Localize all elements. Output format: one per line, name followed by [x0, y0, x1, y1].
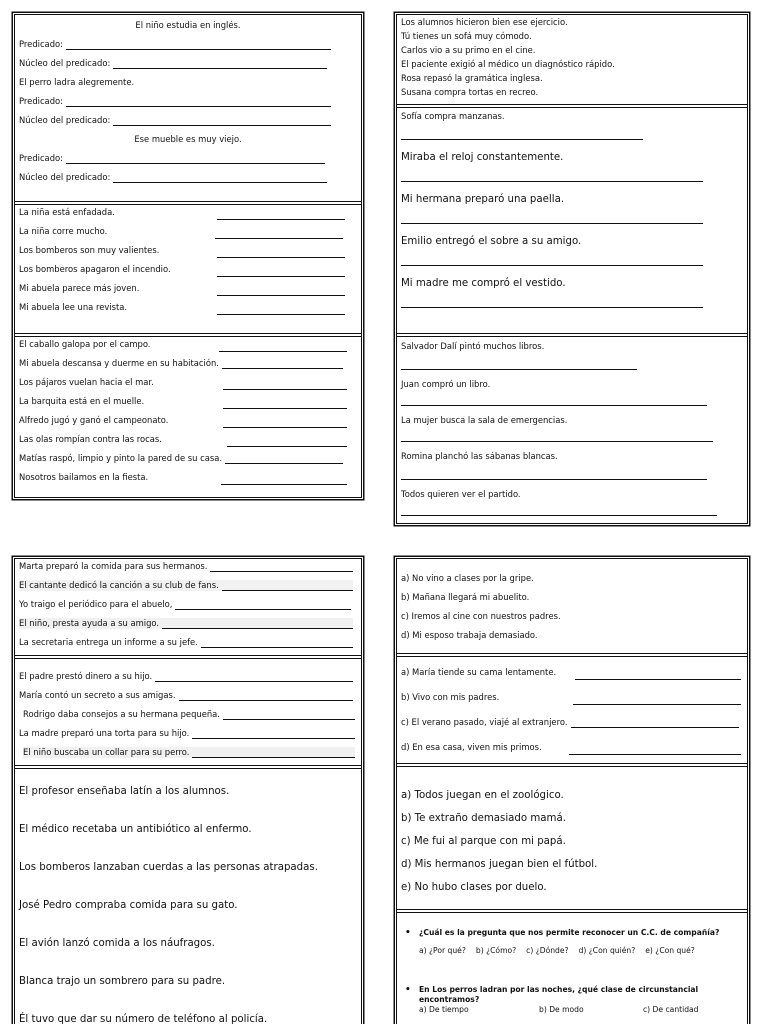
section-multiple-choice — [397, 927, 747, 1024]
worksheet-card-circumstantials — [396, 558, 748, 1024]
list-item: La niña corre mucho. — [19, 226, 108, 236]
list-item: Él tuvo que dar su número de teléfono al policía. — [19, 1014, 268, 1024]
answer-line[interactable] — [401, 265, 703, 266]
answer-line[interactable]: Predicado: — [19, 153, 325, 164]
answer-line[interactable] — [223, 408, 347, 409]
list-item: Romina planchó las sábanas blancas. — [401, 451, 558, 461]
list-item: El caballo galopa por el campo. — [19, 339, 151, 349]
question-text: ¿Cuál es la pregunta que nos permite reconocer un C.C. de compañía? — [419, 928, 720, 937]
list-item: d) Mis hermanos juegan bien el fútbol. — [401, 859, 598, 870]
section-divider — [397, 333, 747, 337]
list-item: María contó un secreto a sus amigas. — [19, 690, 353, 701]
list-item: Mi abuela lee una revista. — [19, 302, 128, 312]
option[interactable]: e) ¿Con qué? — [645, 946, 695, 955]
answer-line[interactable]: Núcleo del predicado: — [19, 58, 327, 69]
answer-line[interactable] — [401, 405, 707, 406]
list-item: La mujer busca la sala de emergencias. — [401, 415, 568, 425]
list-item: Salvador Dalí pintó muchos libros. — [401, 341, 545, 351]
section-write-answers — [397, 109, 747, 335]
option[interactable]: a) De tiempo — [419, 1005, 469, 1014]
list-item: La madre preparó una torta para su hijo. — [19, 728, 355, 739]
answer-line[interactable] — [223, 427, 347, 428]
section-circ-list — [397, 573, 747, 653]
list-item: Los bomberos apagaron el incendio. — [19, 264, 171, 274]
option[interactable]: c) De cantidad — [643, 1005, 699, 1014]
list-item: Blanca trajo un sombrero para su padre. — [19, 976, 226, 987]
answer-line[interactable] — [215, 238, 343, 239]
list-item: b) Te extraño demasiado mamá. — [401, 813, 566, 824]
answer-line[interactable] — [401, 441, 713, 442]
section-divider — [397, 909, 747, 913]
sentence-title: El niño estudia en inglés. — [135, 20, 241, 30]
list-item: El médico recetaba un antibiótico al enfermo. — [19, 824, 252, 835]
answer-line[interactable] — [401, 369, 637, 370]
list-item: Mi abuela descansa y duerme en su habitación. — [19, 358, 343, 369]
list-item: Juan compró un libro. — [401, 379, 491, 389]
list-item: d) En esa casa, viven mis primos. — [401, 742, 542, 752]
list-item: b) Mañana llegará mi abuelito. — [401, 592, 530, 602]
answer-line[interactable] — [401, 139, 643, 140]
list-item: El niño, presta ayuda a su amigo. — [19, 618, 353, 629]
answer-line[interactable] — [573, 704, 741, 705]
list-item: Mi madre me compró el vestido. — [401, 278, 566, 289]
list-item: Carlos vio a su primo en el cine. — [401, 45, 536, 55]
answer-line[interactable] — [217, 257, 345, 258]
list-item: Nosotros bailamos en la fiesta. — [19, 472, 149, 482]
list-item: Las olas rompían contra las rocas. — [19, 434, 162, 444]
list-item: Alfredo jugó y ganó el campeonato. — [19, 415, 169, 425]
list-item: Marta preparó la comida para sus hermanos. — [19, 561, 353, 572]
answer-line[interactable] — [217, 219, 345, 220]
list-item: La secretaria entrega un informe a su jefe. — [19, 637, 353, 648]
answer-line[interactable] — [401, 515, 717, 516]
answer-line[interactable]: Núcleo del predicado: — [19, 115, 331, 126]
section-sentence-list — [397, 17, 747, 107]
answer-line[interactable]: Predicado: — [19, 39, 331, 50]
list-item: Los bomberos son muy valientes. — [19, 245, 160, 255]
question-text: encontramos? — [419, 995, 480, 1004]
bullet-icon: • — [405, 985, 411, 995]
list-item: Miraba el reloj constantemente. — [401, 152, 564, 163]
list-item: Emilio entregó el sobre a su amigo. — [401, 236, 582, 247]
option[interactable]: c) ¿Dónde? — [526, 946, 569, 955]
section-rewrite — [397, 339, 747, 524]
worksheet-card-sentences — [396, 14, 748, 524]
sentence-title: Ese mueble es muy viejo. — [134, 134, 242, 144]
list-item: Rosa repasó la gramática inglesa. — [401, 73, 543, 83]
section-divider — [397, 104, 747, 108]
list-item: c) Iremos al cine con nuestros padres. — [401, 611, 561, 621]
list-item: b) Vivo con mis padres. — [401, 692, 500, 702]
list-item: Yo traigo el periódico para el abuelo, — [19, 599, 351, 610]
list-item: Tú tienes un sofá muy cómodo. — [401, 31, 532, 41]
list-item: Los bomberos lanzaban cuerdas a las personas atrapadas. — [19, 862, 318, 873]
section-circ-answers — [397, 667, 747, 767]
list-item: a) Todos juegan en el zoológico. — [401, 790, 564, 801]
list-item: e) No hubo clases por duelo. — [401, 882, 547, 893]
answer-options — [419, 1004, 743, 1015]
section-verb-identification — [15, 339, 361, 498]
answer-line[interactable] — [401, 307, 703, 308]
option[interactable]: b) ¿Cómo? — [475, 946, 517, 955]
section-complements-3 — [15, 785, 361, 1024]
sentence-text: El perro ladra alegremente. — [19, 77, 135, 87]
list-item: La barquita está en el muelle. — [19, 396, 145, 406]
answer-line[interactable] — [401, 479, 707, 480]
list-item: Mi abuela parece más joven. — [19, 283, 140, 293]
section-complements-2 — [15, 671, 361, 771]
list-item: a) No vino a clases por la gripe. — [401, 573, 534, 583]
list-item: c) El verano pasado, viajé al extranjero. — [401, 717, 739, 728]
list-item: Matías raspó, limpio y pinto la pared de su casa. — [19, 453, 343, 464]
answer-line[interactable] — [217, 276, 345, 277]
list-item: El profesor enseñaba latín a los alumnos. — [19, 786, 230, 797]
list-item: José Pedro compraba comida para su gato. — [19, 900, 238, 911]
list-item: a) María tiende su cama lentamente. — [401, 667, 557, 677]
section-divider — [15, 333, 361, 337]
list-item: Susana compra tortas en recreo. — [401, 87, 539, 97]
answer-options — [419, 945, 743, 956]
section-classify-verbs — [15, 207, 361, 337]
option[interactable]: b) De modo — [539, 1005, 584, 1014]
answer-line[interactable] — [227, 446, 347, 447]
section-predicado — [15, 15, 361, 205]
answer-line[interactable] — [223, 389, 347, 390]
section-divider — [15, 201, 361, 205]
list-item: Todos quieren ver el partido. — [401, 489, 521, 499]
list-item: Sofía compra manzanas. — [401, 111, 505, 121]
list-item: El paciente exigió al médico un diagnóstico rápido. — [401, 59, 615, 69]
worksheet-card-complements — [14, 558, 362, 1024]
list-item: Rodrigo daba consejos a su hermana pequeña. — [23, 709, 355, 720]
list-item: La niña está enfadada. — [19, 207, 115, 217]
answer-line[interactable] — [217, 295, 345, 296]
section-complements-1 — [15, 561, 361, 661]
option[interactable]: d) ¿Con quién? — [578, 946, 636, 955]
section-divider — [397, 653, 747, 657]
answer-line[interactable] — [401, 181, 703, 182]
answer-line[interactable]: Predicado: — [19, 96, 331, 107]
section-divider — [15, 765, 361, 769]
list-item: El padre prestó dinero a su hijo. — [19, 671, 353, 682]
answer-line[interactable]: Núcleo del predicado: — [19, 172, 327, 183]
list-item: Los pájaros vuelan hacia el mar. — [19, 377, 154, 387]
section-divider — [397, 763, 747, 767]
list-item: El niño buscaba un collar para su perro. — [23, 747, 355, 758]
section-circ-examples — [397, 789, 747, 909]
list-item: Los alumnos hicieron bien ese ejercicio. — [401, 17, 568, 27]
list-item: El cantante dedicó la canción a su club de fans. — [19, 580, 353, 591]
answer-line[interactable] — [575, 679, 741, 680]
answer-line[interactable] — [221, 484, 347, 485]
list-item: d) Mi esposo trabaja demasiado. — [401, 630, 538, 640]
worksheet-card-predicado — [14, 14, 362, 498]
option[interactable]: a) ¿Por qué? — [419, 946, 466, 955]
list-item: El avión lanzó comida a los náufragos. — [19, 938, 215, 949]
list-item: c) Me fui al parque con mi papá. — [401, 836, 566, 847]
answer-line[interactable] — [569, 754, 741, 755]
bullet-icon: • — [405, 928, 411, 938]
section-divider — [15, 655, 361, 659]
answer-line[interactable] — [217, 314, 345, 315]
question-text: En Los perros ladran por las noches, ¿qué clase de circunstancial — [419, 985, 699, 994]
list-item: Mi hermana preparó una paella. — [401, 194, 565, 205]
answer-line[interactable] — [219, 351, 347, 352]
answer-line[interactable] — [401, 223, 703, 224]
